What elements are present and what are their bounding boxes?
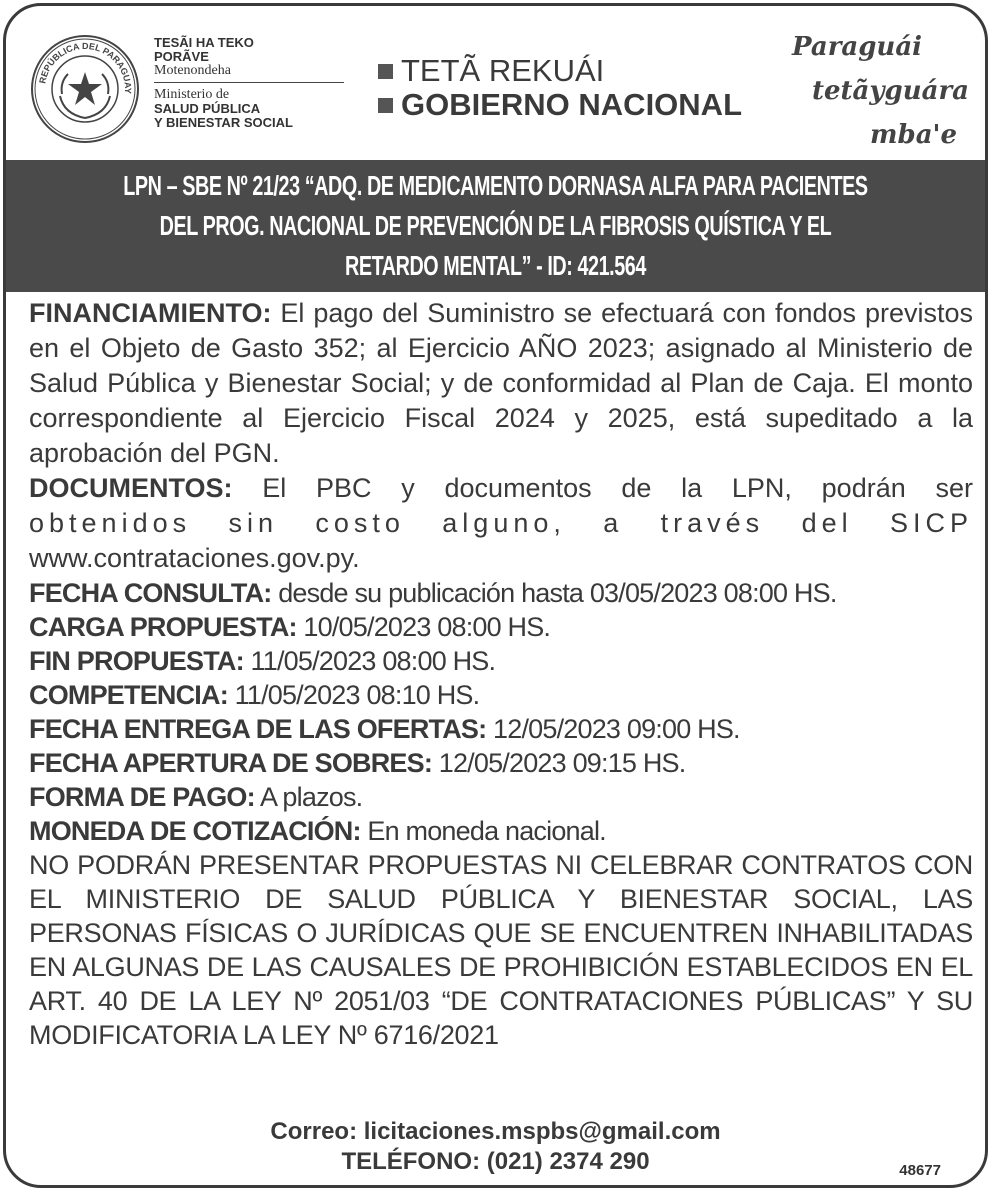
national-seal-icon	[30, 34, 140, 144]
square-bullet-icon	[378, 98, 393, 113]
schedule-value: desde su publicación hasta 03/05/2023 08:00 HS.	[278, 578, 837, 608]
gov-line1: TETÃ REKUÁI	[401, 53, 605, 88]
slogan	[786, 28, 986, 158]
government-label	[378, 54, 742, 122]
square-bullet-icon	[378, 64, 393, 79]
schedule-row	[29, 678, 973, 712]
documents-text1: El PBC y documentos de la LPN, podrán ser	[262, 473, 973, 503]
schedule-label: FORMA DE PAGO:	[29, 782, 255, 812]
financing-label: FINANCIAMIENTO:	[29, 298, 272, 328]
title-line2: DEL PROG. NACIONAL DE PREVENCIÓN DE LA FIBROSIS QUÍSTICA Y EL	[159, 210, 832, 241]
documents-label: DOCUMENTOS:	[29, 473, 233, 503]
ministry-logo-text	[154, 36, 359, 130]
title-banner	[6, 160, 985, 292]
notice-frame	[3, 3, 988, 1188]
schedule-label: FECHA CONSULTA:	[29, 578, 272, 608]
schedule-value: 10/05/2023 08:00 HS.	[303, 612, 551, 642]
documents-paragraph	[29, 471, 973, 506]
contact-email: Correo: licitaciones.mspbs@gmail.com	[270, 1118, 721, 1145]
schedule-list	[29, 576, 973, 848]
schedule-row	[29, 610, 973, 644]
title-line3: RETARDO MENTAL” - ID: 421.564	[345, 250, 646, 281]
ministry-divider	[154, 82, 344, 83]
schedule-value: A plazos.	[260, 782, 363, 812]
slogan-line2: tetãyguára	[812, 76, 969, 106]
ministry-spanish-line2: SALUD PÚBLICA	[154, 101, 261, 116]
schedule-row	[29, 712, 973, 746]
contact-phone: TELÉFONO: (021) 2374 290	[341, 1148, 650, 1175]
financing-text: El pago del Suministro se efectuará con fondos previstos en el Objeto de Gasto 352; al Ejercicio AÑO 2023; asignado al Ministerio de Salud Pública y Bienestar Social; y de conformidad al Plan de Caja. El monto correspondiente al Ejercicio Fiscal 2024 y 2025, está supeditado a la aprobación del PGN.	[29, 298, 973, 468]
slogan-line1: Paraguái	[792, 32, 923, 62]
schedule-value: En moneda nacional.	[367, 816, 606, 846]
schedule-row	[29, 746, 973, 780]
prohibition-paragraph: NO PODRÁN PRESENTAR PROPUESTAS NI CELEBRAR CONTRATOS CON EL MINISTERIO DE SALUD PÚBLICA Y BIENESTAR SOCIAL, LAS PERSONAS FÍSICAS O JURÍDICAS QUE SE ENCUENTREN INHABILITADAS EN ALGUNAS DE LAS CAUSALES DE PROHIBICIÓN ESTABLECIDOS EN EL ART. 40 DE LA LEY Nº 2051/03 “DE CONTRATACIONES PÚBLICAS” Y SU MODIFICATORIA LA LEY Nº 6716/2021	[29, 850, 973, 1050]
documents-line2: obtenidos sin costo alguno, a través del SICP	[29, 508, 973, 538]
title-line1: LPN – SBE Nº 21/23 “ADQ. DE MEDICAMENTO DORNASA ALFA PARA PACIENTES	[123, 170, 868, 201]
schedule-label: FIN PROPUESTA:	[29, 646, 244, 676]
ministry-spanish-line1: Ministerio de	[154, 87, 230, 102]
slogan-line3: mba'e	[870, 120, 958, 150]
schedule-label: FECHA APERTURA DE SOBRES:	[29, 748, 433, 778]
schedule-label: COMPETENCIA:	[29, 680, 228, 710]
svg-text:REPÚBLICA DEL PARAGUAY: REPÚBLICA DEL PARAGUAY	[37, 40, 134, 95]
schedule-row	[29, 814, 973, 848]
schedule-row	[29, 644, 973, 678]
schedule-row	[29, 780, 973, 814]
financing-paragraph	[29, 296, 973, 471]
schedule-value: 11/05/2023 08:10 HS.	[234, 680, 480, 710]
schedule-value: 11/05/2023 08:00 HS.	[250, 646, 496, 676]
gov-line2: GOBIERNO NACIONAL	[401, 87, 742, 122]
schedule-row	[29, 576, 973, 610]
schedule-label: MONEDA DE COTIZACIÓN:	[29, 816, 361, 846]
schedule-label: CARGA PROPUESTA:	[29, 612, 297, 642]
ministry-guarani-line2: PORÃVE	[154, 49, 209, 64]
ad-code: 48677	[899, 1162, 941, 1179]
schedule-value: 12/05/2023 09:00 HS.	[493, 714, 740, 744]
ministry-guarani-line3: Motenondeha	[154, 63, 231, 78]
ministry-guarani-line1: TESÃI HA TEKO	[154, 35, 254, 50]
ministry-spanish-line3: Y BIENESTAR SOCIAL	[154, 115, 293, 130]
notice-body	[29, 296, 973, 1052]
documents-url: www.contrataciones.gov.py.	[29, 543, 360, 573]
schedule-value: 12/05/2023 09:15 HS.	[438, 748, 686, 778]
schedule-label: FECHA ENTREGA DE LAS OFERTAS:	[29, 714, 487, 744]
